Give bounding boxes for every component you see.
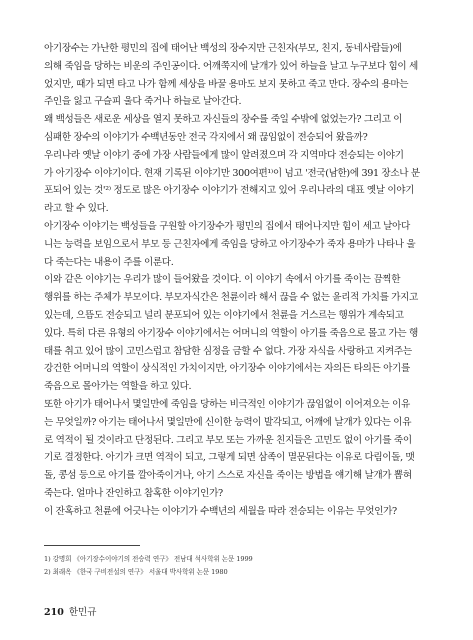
body-line: 다 죽는다는 내용이 주를 이룬다. [44,256,174,268]
footnote: 2) 최래옥 《한국 구비전설의 연구》 서울대 박사학위 논문 1980 [44,567,228,576]
body-line: 었지만, 때가 되면 타고 나가 함께 세상을 바꿀 용마도 보지 못하고 죽고 만다. 장수의 용마는 [44,78,409,90]
body-line: 있는데, 으뜸도 전승되고 널리 분포되어 있는 이야기에서 천륜을 거스르는 행위가 계속되고 [44,309,404,321]
body-line: 돌, 콩섬 등으로 아기를 깔아죽이거나, 아기 스스로 자신을 죽이는 방법을 얘기해 날개가 뽑혀 [44,470,412,482]
body-line: 우리나라 옛날 이야기 중에 가장 사람들에게 많이 알려졌으며 각 지역마다 전승되는 이야기 [44,149,404,161]
body-line: 이와 같은 이야기는 우리가 많이 들어왔을 것이다. 이 이야기 속에서 아기를 죽이는 끔찍한 [44,274,401,286]
footnotes [44,553,428,578]
journal-name: 한민규 [68,607,97,618]
body-line: 니는 능력을 보임으로서 부모 등 근친자에게 죽임을 당하고 아기장수가 죽자 용마가 나타나 울 [44,238,416,250]
body-line: 이 잔혹하고 천륜에 어긋나는 이야기가 수백년의 세월을 따라 전승되는 이유는 무엇인가? [44,505,397,517]
body-line: 또한 아기가 태어나서 몇일만에 죽임을 당하는 비극적인 이야기가 끊임없이 이어져오는 이유 [44,398,410,410]
body-line: 행위를 하는 주체가 부모이다. 부모자식간은 천륜이라 해서 끊을 수 없는 윤리적 가치를 가지고 [44,292,418,304]
body-line: 죽음으로 몰아가는 역할을 하고 있다. [44,381,192,393]
body-line: 주인을 잃고 구슬피 울다 죽거나 하늘로 날아간다. [44,96,242,108]
body-line: 강건한 어머니의 역할이 상식적인 가치이지만, 아기장수 이야기에서는 자의든 타의든 아기를 [44,363,410,375]
body-line: 태를 취고 있어 많이 고민스럽고 참담한 심정을 금할 수 없다. 가장 자식을 사랑하고 지켜주는 [44,345,412,357]
footnote: 1) 강명희 《아기장수이야기의 전승력 연구》 전남대 석사학위 논문 1999 [44,555,253,563]
body-line: 아기장수 이야기는 백성들을 구원할 아기장수가 평민의 집에서 태어나지만 힘이 세고 날아다 [44,220,410,232]
page-number: 210 [44,607,64,618]
footnote-divider [44,545,140,546]
body-line: 기로 결정한다. 아기가 크면 역적이 되고, 그렇게 되면 삼족이 멸문된다는 이유로 다림이돌, 맷 [44,452,415,464]
body-line: 의해 죽임을 당하는 비운의 주인공이다. 어깨쭉지에 날개가 있어 하늘을 날고 누구보다 힘이 세 [44,60,418,72]
body-line: 죽는다. 얼마나 잔인하고 참혹한 이야기인가? [44,487,223,499]
body-line: 왜 백성들은 새로운 세상을 열지 못하고 자신들의 장수를 죽일 수밖에 없었는가? 그리고 이 [44,114,403,126]
body-line: 있다. 특히 다른 유형의 아기장수 이야기에서는 어머니의 역할이 아기를 죽음으로 몰고 가는 행 [44,327,418,339]
body-line: 아기장수는 가난한 평민의 집에 태어난 백성의 장수지만 근친자(부모, 친지, 동네사람들)에 [44,43,402,54]
body-line: 로 역적이 될 것이라고 단정된다. 그리고 부모 또는 가까운 친지들은 고민도 없이 아기를 죽이 [44,434,412,446]
body-text [44,40,428,521]
body-line: 가 아기장수 이야기이다. 현재 기록된 이야기만 300여편¹⁾이 넘고 '전국(남한)에 391 장소나 분 [44,167,420,179]
page-footer [44,604,96,618]
body-line: 포되어 있는 것'²⁾ 정도로 많은 아기장수 이야기가 전해지고 있어 우리나라의 대표 옛날 이야기 [44,185,415,197]
body-line: 는 무엇일까? 아기는 태어나서 몇일만에 신이한 능력이 발각되고, 어깨에 날개가 있다는 이유 [44,416,412,428]
body-line: 심패한 장수의 이야기가 수백년동안 전국 각지에서 왜 끊임없이 전승되어 왔을까? [44,131,368,143]
body-line: 라고 할 수 있다. [44,203,109,215]
